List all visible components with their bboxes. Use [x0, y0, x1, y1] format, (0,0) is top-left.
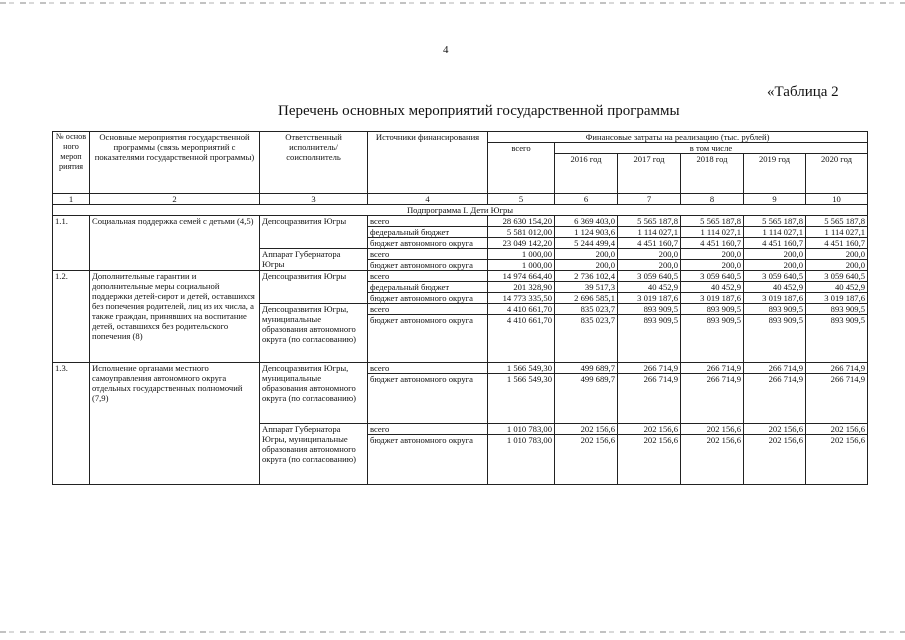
amount-2017: 266 714,9	[618, 374, 681, 424]
amount-2017: 5 565 187,8	[618, 216, 681, 227]
scan-edge-bottom	[0, 631, 905, 633]
amount-2020: 266 714,9	[806, 363, 868, 374]
event-index: 1.1.	[53, 216, 90, 271]
amount-2018: 266 714,9	[681, 363, 744, 374]
header-financial: Финансовые затраты на реализацию (тыс. рублей)	[488, 132, 868, 143]
amount-2017: 4 451 160,7	[618, 238, 681, 249]
amount-2020: 893 909,5	[806, 315, 868, 363]
amount-2018: 5 565 187,8	[681, 216, 744, 227]
funding-source: всего	[368, 363, 488, 374]
amount-2019: 202 156,6	[744, 435, 806, 485]
amount-2019: 4 451 160,7	[744, 238, 806, 249]
column-number: 8	[681, 194, 744, 205]
header-event: Основные мероприятия государственной программы (связь мероприятий с показателями государственной программы)	[90, 132, 260, 194]
responsible-executor: Депсоцразвития Югры, муниципальные образования автономного округа (по согласованию)	[260, 363, 368, 424]
header-source: Источники финансирования	[368, 132, 488, 194]
amount-2016: 202 156,6	[555, 435, 618, 485]
amount-2016: 1 124 903,6	[555, 227, 618, 238]
amount-2020: 202 156,6	[806, 424, 868, 435]
funding-source: всего	[368, 304, 488, 315]
amount-2016: 6 369 403,0	[555, 216, 618, 227]
amount-2017: 893 909,5	[618, 304, 681, 315]
amount-2020: 200,0	[806, 260, 868, 271]
header-year-2020: 2020 год	[806, 154, 868, 194]
amount-2018: 200,0	[681, 249, 744, 260]
amount-2017: 200,0	[618, 260, 681, 271]
funding-source: всего	[368, 249, 488, 260]
amount-2018: 893 909,5	[681, 304, 744, 315]
amount-total: 23 049 142,20	[488, 238, 555, 249]
amount-total: 1 566 549,30	[488, 374, 555, 424]
header-number: № основ ного мероп риятия	[53, 132, 90, 194]
amount-2016: 499 689,7	[555, 363, 618, 374]
amount-2020: 200,0	[806, 249, 868, 260]
amount-2019: 1 114 027,1	[744, 227, 806, 238]
amount-2018: 3 019 187,6	[681, 293, 744, 304]
amount-total: 14 974 664,40	[488, 271, 555, 282]
amount-2020: 40 452,9	[806, 282, 868, 293]
responsible-executor: Депсоцразвития Югры	[260, 271, 368, 304]
amount-2019: 202 156,6	[744, 424, 806, 435]
amount-2020: 1 114 027,1	[806, 227, 868, 238]
column-number: 5	[488, 194, 555, 205]
amount-2017: 266 714,9	[618, 363, 681, 374]
amount-2020: 266 714,9	[806, 374, 868, 424]
amount-2019: 3 019 187,6	[744, 293, 806, 304]
header-responsible: Ответственный исполнитель/ соисполнитель	[260, 132, 368, 194]
amount-2016: 2 736 102,4	[555, 271, 618, 282]
amount-2017: 893 909,5	[618, 315, 681, 363]
funding-source: федеральный бюджет	[368, 227, 488, 238]
amount-2018: 202 156,6	[681, 435, 744, 485]
amount-2018: 200,0	[681, 260, 744, 271]
amount-2017: 200,0	[618, 249, 681, 260]
event-index: 1.2.	[53, 271, 90, 363]
funding-source: всего	[368, 216, 488, 227]
funding-source: федеральный бюджет	[368, 282, 488, 293]
funding-source: всего	[368, 424, 488, 435]
amount-2019: 893 909,5	[744, 315, 806, 363]
column-number: 2	[90, 194, 260, 205]
amount-2018: 202 156,6	[681, 424, 744, 435]
header-including: в том числе	[555, 143, 868, 154]
event-name: Дополнительные гарантии и дополнительные меры социальной поддержки детей-сирот и детей, оставшихся без попечения родителей, лиц из их числа, а также граждан, принявших на воспитание детей, оставшихся без родительского попечения (8)	[90, 271, 260, 363]
amount-total: 1 010 783,00	[488, 435, 555, 485]
amount-2017: 1 114 027,1	[618, 227, 681, 238]
funding-source: бюджет автономного округа	[368, 293, 488, 304]
amount-2016: 200,0	[555, 249, 618, 260]
amount-2018: 3 059 640,5	[681, 271, 744, 282]
amount-2019: 266 714,9	[744, 363, 806, 374]
amount-total: 5 581 012,00	[488, 227, 555, 238]
amount-2019: 266 714,9	[744, 374, 806, 424]
funding-source: бюджет автономного округа	[368, 260, 488, 271]
amount-2016: 202 156,6	[555, 424, 618, 435]
amount-2016: 835 023,7	[555, 304, 618, 315]
page-number: 4	[443, 44, 449, 56]
amount-2019: 893 909,5	[744, 304, 806, 315]
amount-2017: 3 019 187,6	[618, 293, 681, 304]
amount-2020: 893 909,5	[806, 304, 868, 315]
amount-2017: 3 059 640,5	[618, 271, 681, 282]
amount-2016: 39 517,3	[555, 282, 618, 293]
amount-total: 1 000,00	[488, 249, 555, 260]
header-year-2017: 2017 год	[618, 154, 681, 194]
amount-2018: 266 714,9	[681, 374, 744, 424]
amount-2020: 202 156,6	[806, 435, 868, 485]
amount-2019: 40 452,9	[744, 282, 806, 293]
column-number: 4	[368, 194, 488, 205]
amount-total: 28 630 154,20	[488, 216, 555, 227]
amount-2020: 4 451 160,7	[806, 238, 868, 249]
document-title: Перечень основных мероприятий государственной программы	[278, 103, 680, 119]
table-label: «Таблица 2	[767, 84, 839, 100]
column-number: 6	[555, 194, 618, 205]
program-events-table	[52, 131, 868, 485]
event-index: 1.3.	[53, 363, 90, 485]
amount-2018: 4 451 160,7	[681, 238, 744, 249]
amount-2018: 893 909,5	[681, 315, 744, 363]
responsible-executor: Депсоцразвития Югры	[260, 216, 368, 249]
table-row	[53, 363, 868, 374]
amount-total: 4 410 661,70	[488, 315, 555, 363]
amount-2018: 40 452,9	[681, 282, 744, 293]
header-year-2019: 2019 год	[744, 154, 806, 194]
responsible-executor: Депсоцразвития Югры, муниципальные образования автономного округа (по согласованию)	[260, 304, 368, 363]
amount-total: 1 010 783,00	[488, 424, 555, 435]
header-total: всего	[488, 143, 555, 194]
amount-2020: 3 019 187,6	[806, 293, 868, 304]
amount-2017: 40 452,9	[618, 282, 681, 293]
header-year-2018: 2018 год	[681, 154, 744, 194]
funding-source: бюджет автономного округа	[368, 374, 488, 424]
funding-source: всего	[368, 271, 488, 282]
event-name: Социальная поддержка семей с детьми (4,5)	[90, 216, 260, 271]
amount-2019: 200,0	[744, 249, 806, 260]
column-number: 3	[260, 194, 368, 205]
amount-2018: 1 114 027,1	[681, 227, 744, 238]
column-number: 7	[618, 194, 681, 205]
amount-total: 1 566 549,30	[488, 363, 555, 374]
subprogram-title: Подпрограмма I. Дети Югры	[53, 205, 868, 216]
amount-2020: 5 565 187,8	[806, 216, 868, 227]
funding-source: бюджет автономного округа	[368, 435, 488, 485]
amount-2016: 499 689,7	[555, 374, 618, 424]
amount-2016: 2 696 585,1	[555, 293, 618, 304]
amount-total: 14 773 335,50	[488, 293, 555, 304]
amount-2019: 200,0	[744, 260, 806, 271]
amount-2016: 200,0	[555, 260, 618, 271]
funding-source: бюджет автономного округа	[368, 238, 488, 249]
column-number: 9	[744, 194, 806, 205]
amount-total: 4 410 661,70	[488, 304, 555, 315]
amount-total: 201 328,90	[488, 282, 555, 293]
amount-2016: 835 023,7	[555, 315, 618, 363]
amount-2019: 5 565 187,8	[744, 216, 806, 227]
amount-2017: 202 156,6	[618, 435, 681, 485]
amount-2019: 3 059 640,5	[744, 271, 806, 282]
amount-total: 1 000,00	[488, 260, 555, 271]
scan-edge-top	[0, 2, 905, 4]
column-number: 1	[53, 194, 90, 205]
responsible-executor: Аппарат Губернатора Югры, муниципальные образования автономного округа (по согласованию)	[260, 424, 368, 485]
responsible-executor: Аппарат Губернатора Югры	[260, 249, 368, 271]
table-row	[53, 271, 868, 282]
amount-2017: 202 156,6	[618, 424, 681, 435]
amount-2016: 5 244 499,4	[555, 238, 618, 249]
column-number: 10	[806, 194, 868, 205]
event-name: Исполнение органами местного самоуправления автономного округа отдельных государственных полномочий (7,9)	[90, 363, 260, 485]
header-year-2016: 2016 год	[555, 154, 618, 194]
funding-source: бюджет автономного округа	[368, 315, 488, 363]
amount-2020: 3 059 640,5	[806, 271, 868, 282]
table-row	[53, 216, 868, 227]
